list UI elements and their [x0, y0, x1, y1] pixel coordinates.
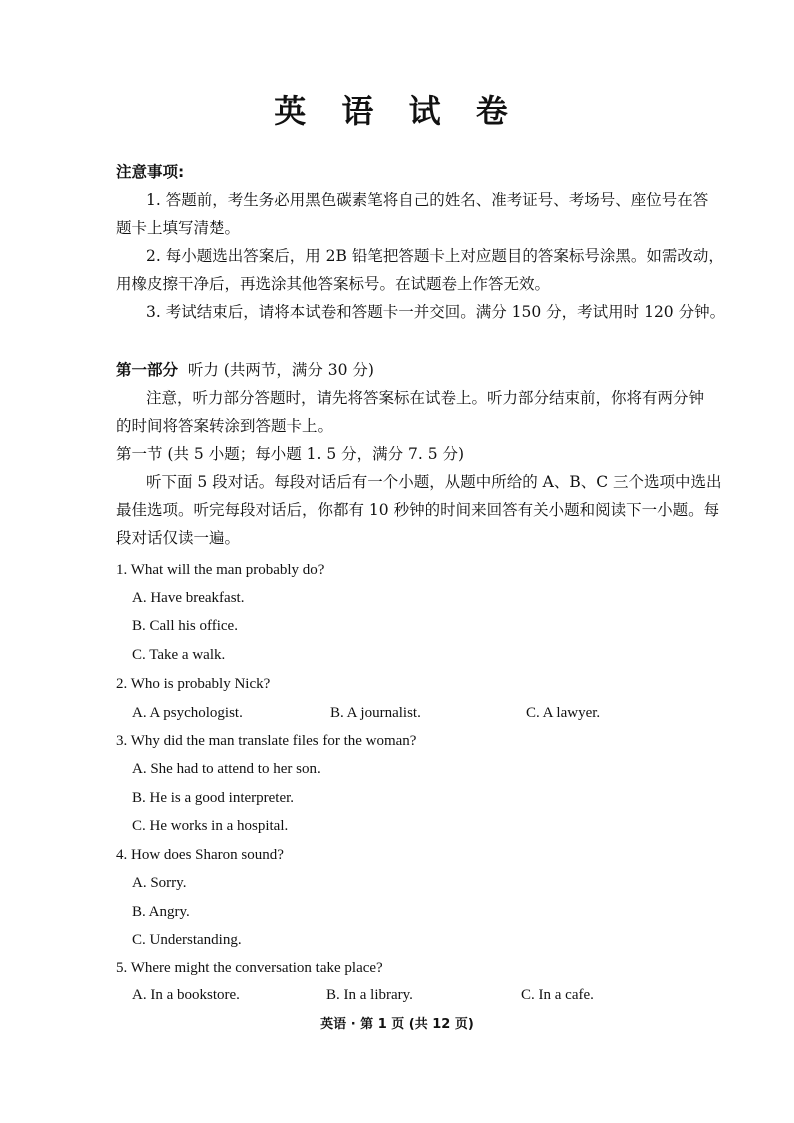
question-1-option-a: A. Have breakfast.: [132, 590, 245, 606]
question-3-option-c: C. He works in a hospital.: [132, 818, 289, 834]
notice-heading: 注意事项:: [116, 163, 185, 181]
part-1-heading: 第一部分: [116, 361, 179, 379]
page-footer: 英语 · 第 1 页 (共 12 页): [320, 1017, 474, 1032]
notice-item-1-line-1: 1. 答题前，考生务必用黑色碳素笔将自己的姓名、准考证号、考场号、座位号在答: [146, 191, 709, 209]
notice-item-2-line-1: 2. 每小题选出答案后，用 2B 铅笔把答题卡上对应题目的答案标号涂黑。如需改动，: [146, 247, 724, 265]
question-3-option-b: B. He is a good interpreter.: [132, 790, 295, 806]
question-1-stem: 1. What will the man probably do?: [116, 562, 325, 578]
part-1-intro-line-1: 注意，听力部分答题时，请先将答案标在试卷上。听力部分结束前，你将有两分钟: [146, 389, 705, 407]
question-2-option-b: B. A journalist.: [330, 705, 421, 721]
notice-item-2-line-2: 用橡皮擦干净后，再选涂其他答案标号。在试题卷上作答无效。: [116, 275, 551, 293]
section-1-heading: 第一节 (共 5 小题；每小题 1. 5 分，满分 7. 5 分): [116, 445, 465, 463]
section-1-instruction-line-2: 最佳选项。听完每段对话后，你都有 10 秒钟的时间来回答有关小题和阅读下一小题。每: [116, 501, 720, 519]
question-5-option-a: A. In a bookstore.: [132, 987, 240, 1003]
section-1-instruction-line-1: 听下面 5 段对话。每段对话后有一个小题，从题中所给的 A、B、C 三个选项中选出: [146, 473, 722, 491]
question-2-option-a: A. A psychologist.: [132, 705, 243, 721]
part-1-intro-line-2: 的时间将答案转涂到答题卡上。: [116, 417, 334, 435]
question-2-option-c: C. A lawyer.: [526, 705, 601, 721]
question-2-stem: 2. Who is probably Nick?: [116, 676, 271, 692]
question-4-option-a: A. Sorry.: [132, 875, 187, 891]
question-1-option-b: B. Call his office.: [132, 618, 238, 634]
part-1-heading-rest: 听力 (共两节，满分 30 分): [187, 361, 374, 379]
notice-item-3: 3. 考试结束后，请将本试卷和答题卡一并交回。满分 150 分，考试用时 120 分钟。: [146, 303, 726, 321]
question-5-stem: 5. Where might the conversation take place?: [116, 960, 383, 976]
page-title: 英 语 试 卷: [274, 92, 520, 130]
section-1-instruction-line-3: 段对话仅读一遍。: [116, 529, 241, 547]
question-1-option-c: C. Take a walk.: [132, 647, 226, 663]
question-4-stem: 4. How does Sharon sound?: [116, 847, 284, 863]
question-4-option-c: C. Understanding.: [132, 932, 242, 948]
question-3-stem: 3. Why did the man translate files for the woman?: [116, 733, 417, 749]
question-5-option-c: C. In a cafe.: [521, 987, 594, 1003]
question-3-option-a: A. She had to attend to her son.: [132, 761, 321, 777]
part-1-heading-line: [116, 360, 374, 380]
notice-item-1-line-2: 题卡上填写清楚。: [116, 219, 241, 237]
question-5-option-b: B. In a library.: [326, 987, 413, 1003]
question-4-option-b: B. Angry.: [132, 904, 190, 920]
